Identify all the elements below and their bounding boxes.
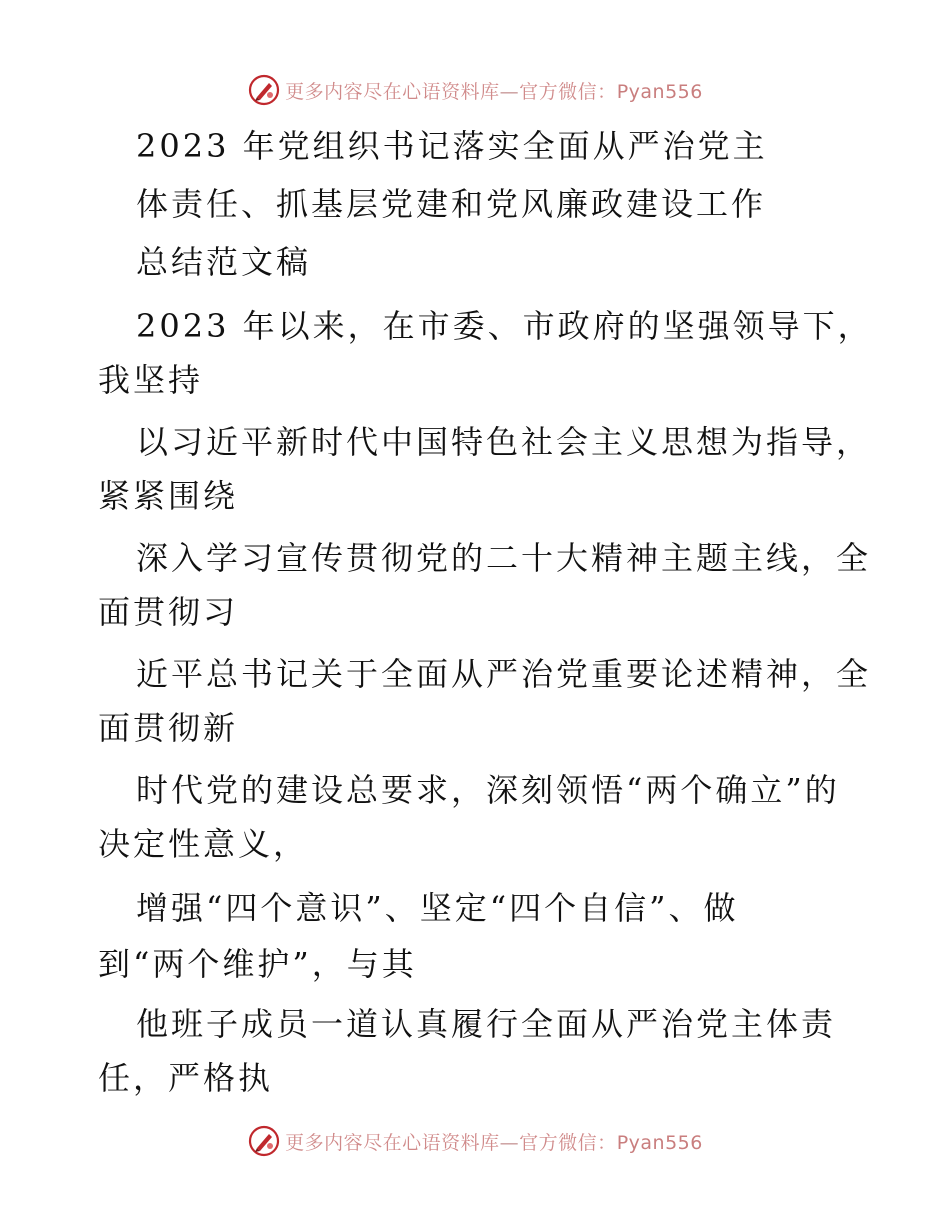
header-watermark — [0, 70, 950, 110]
title-line-1: 2023 年党组织书记落实全面从严治党主 — [136, 127, 768, 165]
watermark-text — [285, 77, 703, 104]
watermark-site-text: 更多内容尽在心语资料库 — [285, 80, 500, 103]
body-line-5: 深入学习宣传贯彻党的二十大精神主题主线，全 — [136, 539, 872, 577]
body-line-2: 我坚持 — [98, 361, 204, 399]
watermark-site-text: 更多内容尽在心语资料库 — [285, 1131, 500, 1154]
body-line-4: 紧紧围绕 — [98, 477, 239, 515]
body-line-10: 决定性意义， — [98, 825, 309, 863]
body-line-1: 2023 年以来，在市委、市政府的坚强领导下， — [136, 307, 873, 345]
body-line-7: 近平总书记关于全面从严治党重要论述精神，全 — [136, 655, 872, 693]
pen-circle-logo-icon — [247, 73, 281, 107]
footer-watermark — [0, 1121, 950, 1161]
watermark-wechat-id: Pyan556 — [616, 1131, 703, 1154]
body-line-11: 增强“四个意识”、坚定“四个自信”、做 — [136, 889, 739, 927]
pen-circle-logo-icon — [247, 1124, 281, 1158]
body-line-12: 到“两个维护”，与其 — [98, 945, 417, 983]
body-line-9: 时代党的建设总要求，深刻领悟“两个确立”的 — [136, 771, 840, 809]
body-line-3: 以习近平新时代中国特色社会主义思想为指导， — [136, 423, 872, 461]
body-line-8: 面贯彻新 — [98, 709, 239, 747]
watermark-wechat-label: 官方微信： — [519, 1131, 617, 1154]
body-line-14: 任，严格执 — [98, 1059, 274, 1097]
watermark-wechat-label: 官方微信： — [519, 80, 617, 103]
body-line-13: 他班子成员一道认真履行全面从严治党主体责 — [136, 1005, 837, 1043]
title-line-3: 总结范文稿 — [136, 243, 312, 281]
watermark-separator: — — [499, 1131, 520, 1154]
watermark-text — [285, 1128, 703, 1155]
title-line-2: 体责任、抓基层党建和党风廉政建设工作 — [136, 185, 767, 223]
watermark-wechat-id: Pyan556 — [616, 80, 703, 103]
body-line-6: 面贯彻习 — [98, 593, 239, 631]
watermark-separator: — — [499, 80, 520, 103]
